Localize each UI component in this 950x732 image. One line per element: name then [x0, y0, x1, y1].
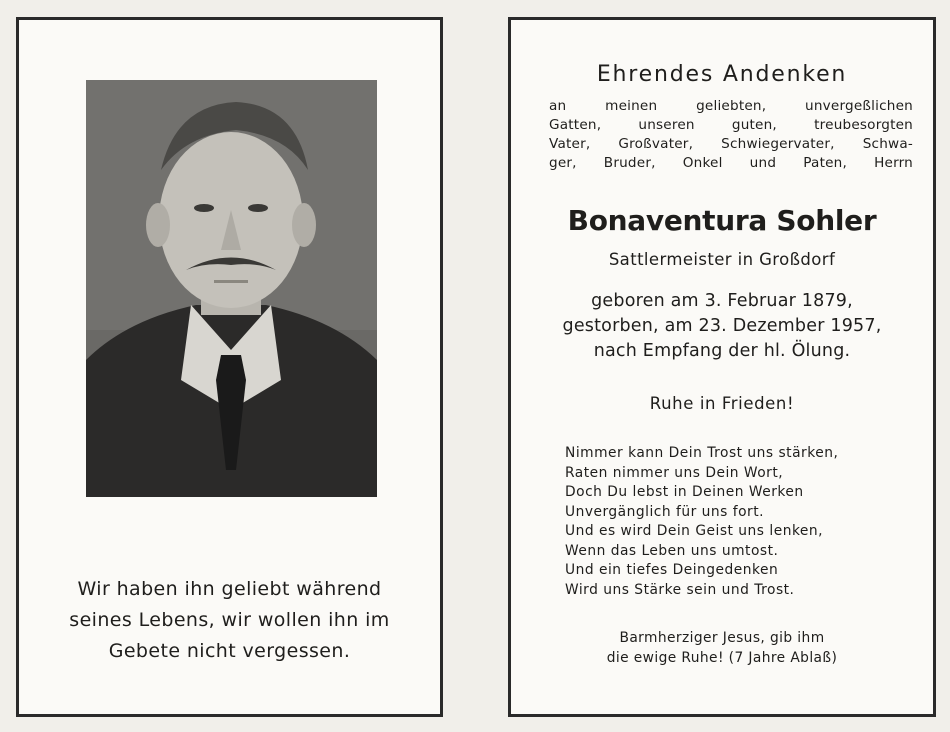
poem-line: Wenn das Leben uns umtost.: [565, 542, 779, 559]
poem-line: Unvergänglich für uns fort.: [565, 503, 765, 520]
rest-in-peace: Ruhe in Frieden!: [649, 394, 795, 413]
right-card: [508, 17, 936, 717]
deceased-name: Bonaventura Sohler: [567, 204, 877, 237]
date-line: geboren am 3. Februar 1879,: [591, 291, 853, 311]
prayer-line: Barmherziger Jesus, gib ihm: [619, 630, 825, 646]
intro-paragraph: [549, 97, 913, 173]
life-dates: [511, 289, 933, 364]
prayer-line: die ewige Ruhe! (7 Jahre Ablaß): [606, 650, 838, 666]
card-title: Ehrendes Andenken: [596, 62, 848, 87]
poem-line: Raten nimmer uns Dein Wort,: [565, 464, 784, 481]
left-card: [16, 17, 443, 717]
quote-line: Wir haben ihn geliebt während: [77, 578, 382, 600]
date-line: nach Empfang der hl. Ölung.: [593, 341, 851, 361]
memorial-quote: [19, 574, 440, 667]
profession: Sattlermeister in Großdorf: [608, 250, 836, 269]
quote-line: seines Lebens, wir wollen ihn im: [69, 609, 390, 631]
poem-line: Wird uns Stärke sein und Trost.: [565, 581, 795, 598]
date-line: gestorben, am 23. Dezember 1957,: [562, 316, 882, 336]
portrait-photo: [86, 80, 377, 497]
intro-line: an meinen geliebten, unvergeßlichen: [549, 98, 913, 114]
poem-line: Doch Du lebst in Deinen Werken: [565, 484, 804, 500]
portrait-image: [86, 80, 377, 497]
quote-line: Gebete nicht vergessen.: [108, 640, 351, 662]
intro-line: Vater, Großvater, Schwiegervater, Schwa-: [549, 136, 913, 152]
closing-prayer: [511, 628, 933, 668]
poem: [565, 444, 913, 600]
poem-line: Und ein tiefes Deingedenken: [565, 562, 779, 578]
poem-line: Und es wird Dein Geist uns lenken,: [565, 523, 824, 539]
intro-line: Gatten, unseren guten, treubesorgten: [549, 117, 913, 133]
poem-line: Nimmer kann Dein Trost uns stärken,: [565, 445, 839, 461]
intro-line: ger, Bruder, Onkel und Paten, Herrn: [549, 155, 913, 171]
